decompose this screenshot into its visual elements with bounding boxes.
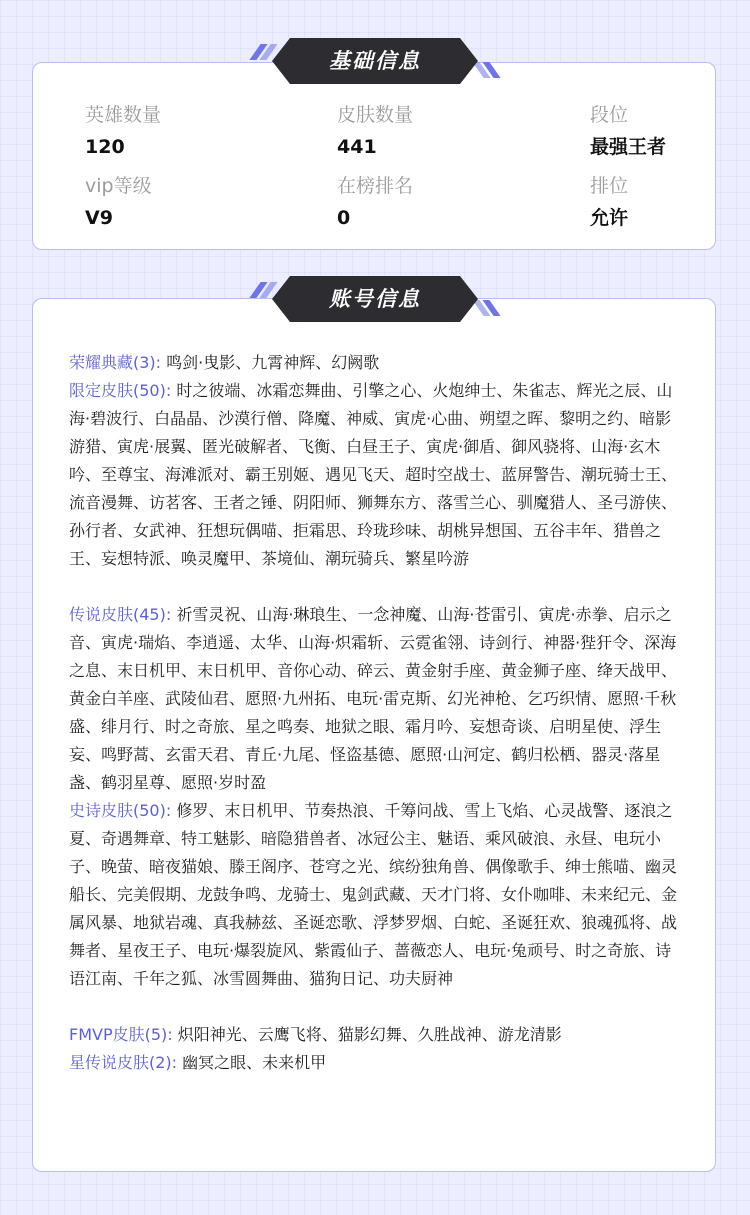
category-items: 修罗、末日机甲、节奏热浪、千筹问战、雪上飞焰、心灵战警、逐浪之夏、奇遇舞章、特工魅影、暗隐猎兽者、冰冠公主、魅语、乘风破浪、永昼、电玩小子、晚萤、暗夜猫娘、滕王阁序、苍穹之光、缤纷独角兽、偶像歌手、绅士熊喵、幽灵船长、完美假期、龙鼓争鸣、龙骑士、鬼剑武藏、天才门将、女仆咖啡、未来纪元、金属风暴、地狱岩魂、真我赫兹、圣诞恋歌、浮梦罗烟、白蛇、圣诞狂欢、狼魂孤将、战舞者、星夜王子、电玩·爆裂旋风、紫霞仙子、蔷薇恋人、电玩·兔顽号、时之奇旅、诗语江南、千年之狐、冰雪圆舞曲、猫狗日记、功夫厨神 (69, 801, 678, 988)
stat-label: 英雄数量 (85, 104, 162, 126)
stat-leaderboard-rank (337, 174, 497, 230)
stat-value: 最强王者 (590, 136, 667, 158)
skin-category-limited (69, 377, 681, 573)
stat-value: 允许 (590, 207, 629, 229)
stat-rank-tier (590, 103, 750, 159)
stat-value: 441 (337, 136, 377, 158)
basic-info-card (32, 62, 716, 250)
skin-category-fmvp (69, 1021, 681, 1049)
skin-category-epic (69, 797, 681, 993)
category-label: 传说皮肤(45): (69, 605, 172, 624)
stat-label: 段位 (590, 104, 629, 126)
section-title: 账号信息 (329, 287, 421, 311)
category-items: 炽阳神光、云鹰飞将、猫影幻舞、久胜战神、游龙清影 (177, 1025, 562, 1044)
stat-label: 在榜排名 (337, 175, 414, 197)
category-label: FMVP皮肤(5): (69, 1025, 173, 1044)
stat-value: 120 (85, 136, 125, 158)
stat-label: vip等级 (85, 175, 152, 197)
category-items: 鸣剑·曳影、九霄神辉、幻阙歌 (166, 353, 380, 372)
section-title: 基础信息 (329, 49, 421, 73)
skin-category-star-legendary (69, 1049, 681, 1077)
category-label: 星传说皮肤(2): (69, 1053, 178, 1072)
stat-value: V9 (85, 207, 113, 229)
category-items: 时之彼端、冰霜恋舞曲、引擎之心、火炮绅士、朱雀志、辉光之辰、山海·碧波行、白晶晶、沙漠行僧、降魔、神威、寅虎·心曲、朔望之晖、黎明之约、暗影游猎、寅虎·展翼、匿光破解者、飞衡、白昼王子、寅虎·御盾、御风骁将、山海·玄木吟、至尊宝、海滩派对、霸王别姬、遇见飞天、超时空战士、蓝屏警告、潮玩骑士王、流音漫舞、访茗客、王者之锤、阴阳师、狮舞东方、落雪兰心、驯魔猎人、圣弓游侠、孙行者、女武神、狂想玩偶喵、拒霜思、玲珑珍味、胡桃异想国、五谷丰年、猎兽之王、妄想特派、唤灵魔甲、茶境仙、潮玩骑兵、繁星吟游 (69, 381, 678, 568)
category-label: 限定皮肤(50): (69, 381, 172, 400)
stat-label: 皮肤数量 (337, 104, 414, 126)
skin-category-glory-collection (69, 349, 681, 377)
stat-value: 0 (337, 207, 351, 229)
category-items: 祈雪灵祝、山海·琳琅生、一念神魔、山海·苍雷引、寅虎·赤拳、启示之音、寅虎·瑞焰、李逍遥、太华、山海·炽霜斩、云霓雀翎、诗剑行、神器·狴犴令、深海之息、末日机甲、末日机甲、音你心动、碎云、黄金射手座、黄金狮子座、绛天战甲、黄金白羊座、武陵仙君、愿照·九州拓、电玩·雷克斯、幻光神枪、乞巧织情、愿照·千秋盛、绯月行、时之奇旅、星之鸣奏、地狱之眼、霜月吟、妄想奇谈、启明星使、浮生妄、鸣野蒿、玄雷天君、青丘·九尾、怪盗基德、愿照·山河定、鹤归松栖、器灵·落星盏、鹤羽星尊、愿照·岁时盈 (69, 605, 678, 792)
stat-ranked-allowed (590, 174, 750, 230)
section-banner-account (250, 276, 500, 322)
category-label: 史诗皮肤(50): (69, 801, 172, 820)
stat-skin-count (337, 103, 497, 159)
category-items: 幽冥之眼、未来机甲 (182, 1053, 327, 1072)
skin-list (69, 349, 681, 1077)
account-info-card (32, 298, 716, 1172)
skin-category-legendary (69, 601, 681, 797)
category-label: 荣耀典藏(3): (69, 353, 162, 372)
stat-vip-level (85, 174, 245, 230)
stat-hero-count (85, 103, 245, 159)
stat-label: 排位 (590, 175, 629, 197)
section-banner-basic (250, 38, 500, 84)
